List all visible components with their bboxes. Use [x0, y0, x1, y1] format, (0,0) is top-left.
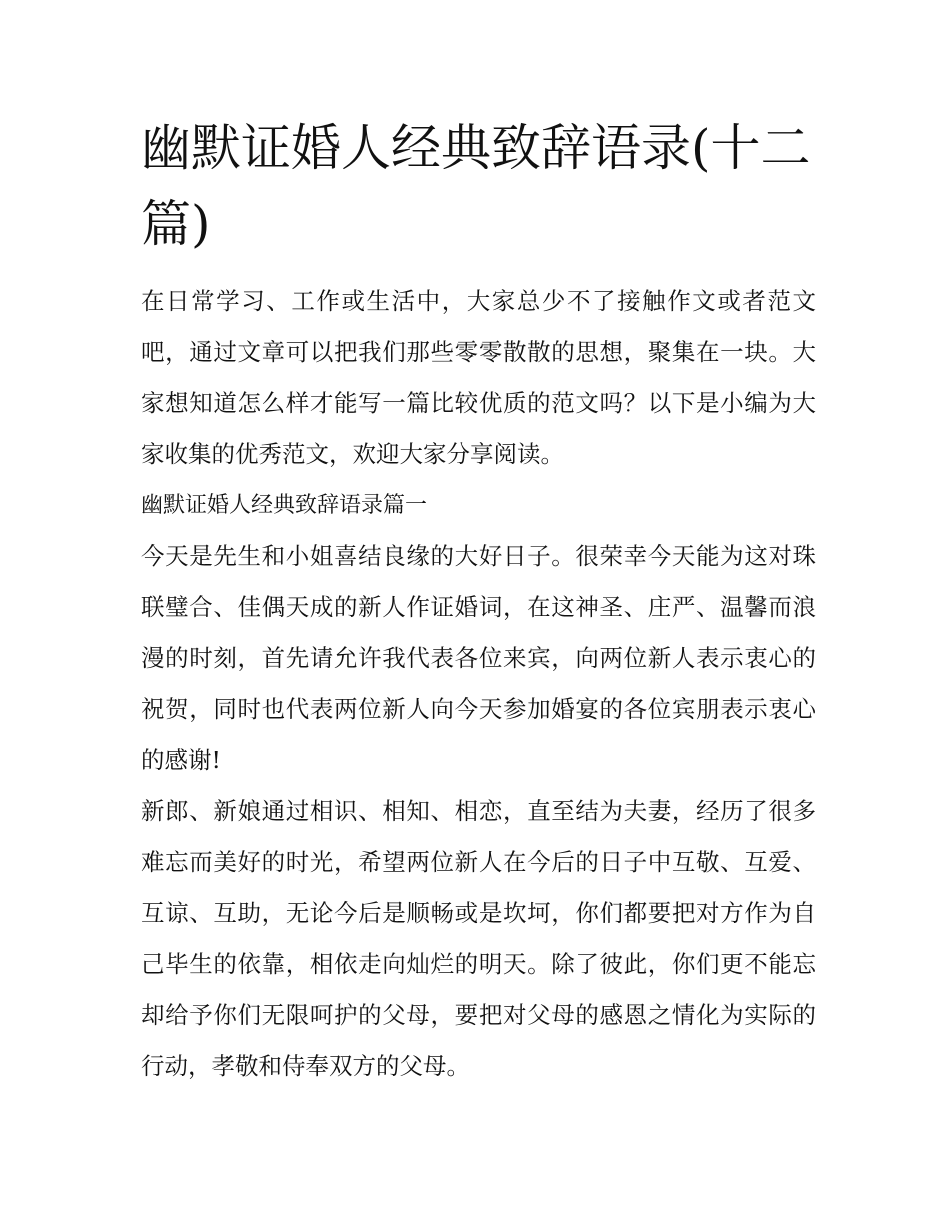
body-paragraph: 新郎、新娘通过相识、相知、相恋，直至结为夫妻，经历了很多难忘而美好的时光，希望两位新人在今后的日子中互敬、互爱、互谅、互助，无论今后是顺畅或是坎坷，你们都要把对方作为自己毕生的依靠，相依走向灿烂的明天。除了彼此，你们更不能忘却给予你们无限呵护的父母，要把对父母的感恩之情化为实际的行动，孝敬和侍奉双方的父母。 — [141, 797, 816, 1080]
body-paragraph: 今天是先生和小姐喜结良缘的大好日子。很荣幸今天能为这对珠联璧合、佳偶天成的新人作证婚词，在这神圣、庄严、温馨而浪漫的时刻，首先请允许我代表各位来宾，向两位新人表示衷心的祝贺，同时也代表两位新人向今天参加婚宴的各位宾朋表示衷心的感谢! — [141, 542, 816, 774]
section-heading: 幽默证婚人经典致辞语录篇一 — [141, 493, 428, 518]
intro-paragraph: 在日常学习、工作或生活中，大家总少不了接触作文或者范文吧，通过文章可以把我们那些零零散散的思想，聚集在一块。大家想知道怎么样才能写一篇比较优质的范文吗？以下是小编为大家收集的优秀范文，欢迎大家分享阅读。 — [141, 287, 816, 468]
document-title: 幽默证婚人经典致辞语录(十二篇) — [141, 119, 811, 253]
